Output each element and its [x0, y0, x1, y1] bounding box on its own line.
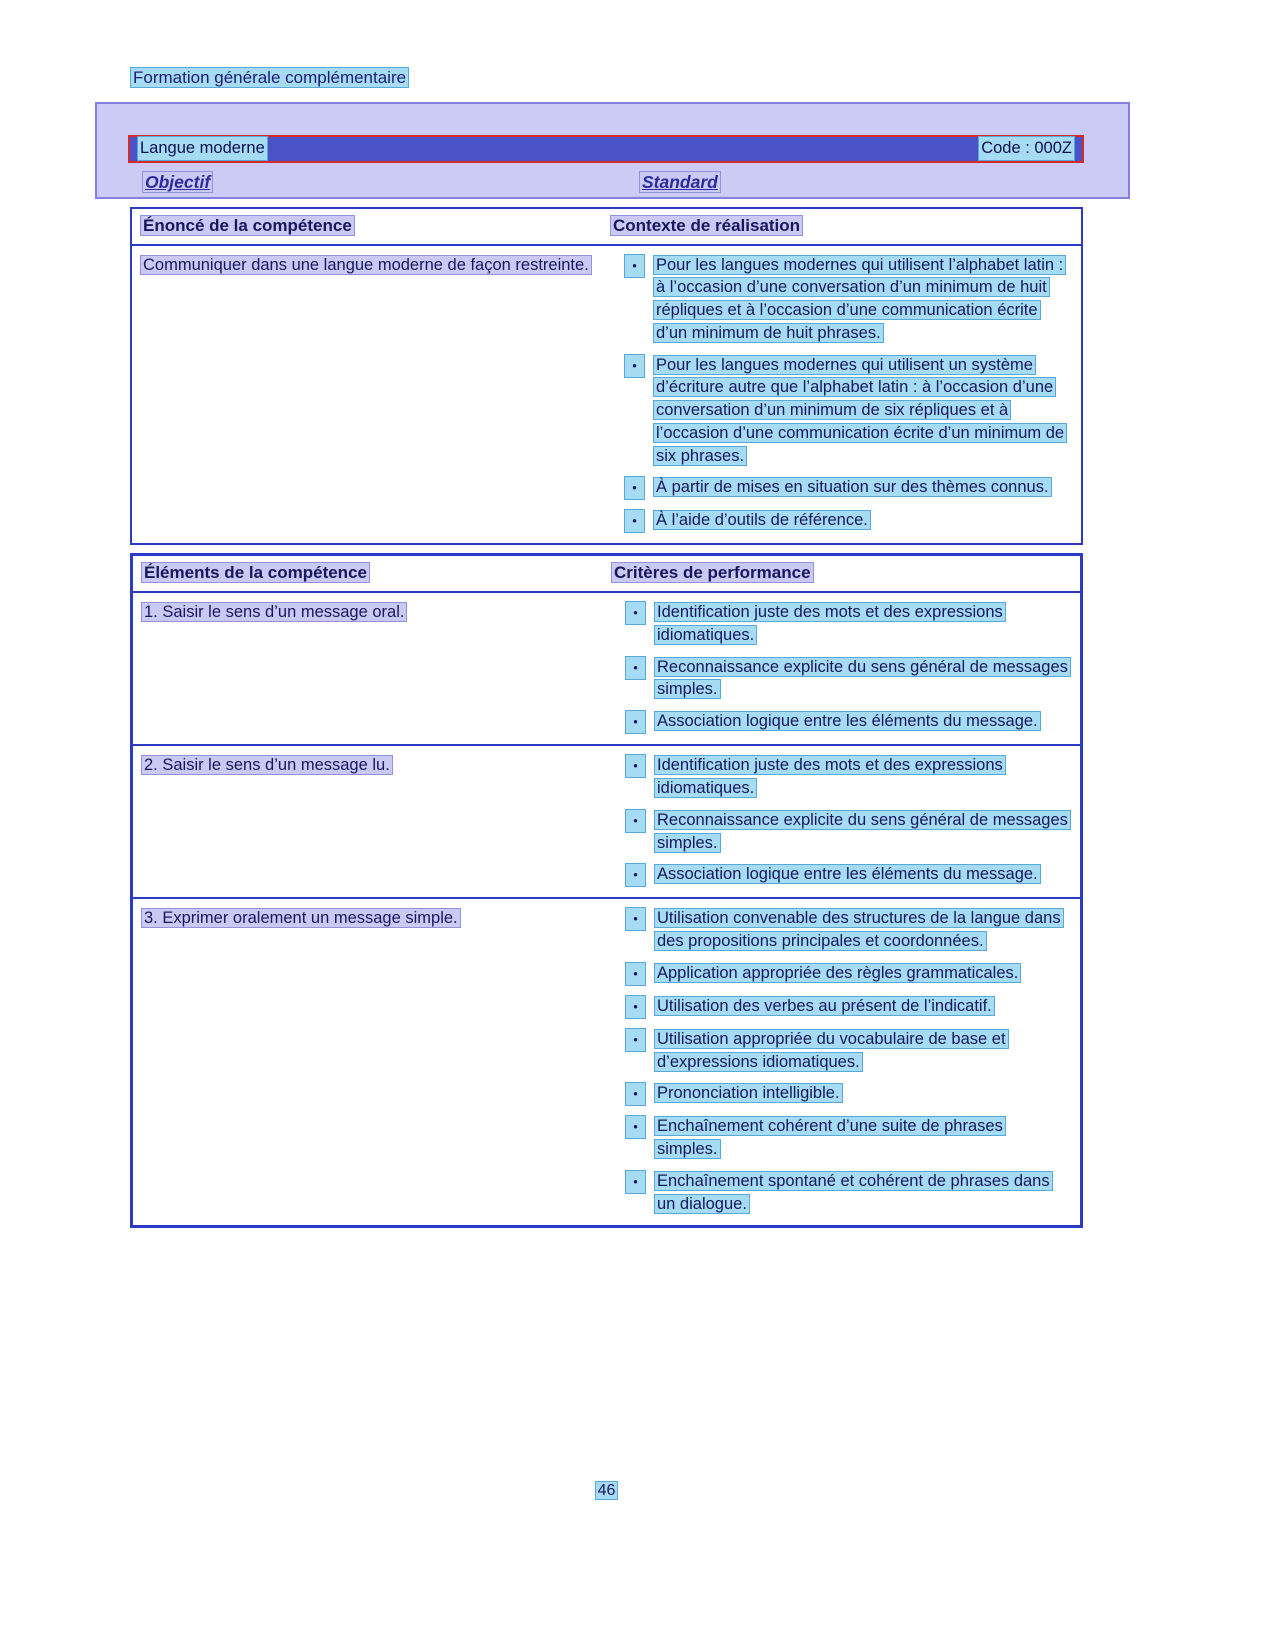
- criterion-item: Association logique entre les éléments du message.: [654, 711, 1041, 731]
- context-item: Pour les langues modernes qui utilisent l’alphabet latin : à l’occasion d’une conversation d’un minimum de huit répliques et à l’occasion d’une communication écrite d’un minimum de huit phrases.: [653, 255, 1066, 343]
- context-item: Pour les langues modernes qui utilisent un système d’écriture autre que l’alphabet latin : à l’occasion d’une conversation d’un minimum de six répliques et à l’occasion d’une communication écrite d’un minimum de six phrases.: [653, 355, 1067, 466]
- list-item: [611, 962, 1068, 986]
- criterion-wrap: [654, 754, 1068, 800]
- criterion-wrap: [654, 1028, 1068, 1074]
- criteria-list: [611, 593, 1080, 744]
- bullet-icon: •: [625, 1115, 646, 1139]
- bullet-icon: •: [625, 601, 646, 625]
- context-item: À l’aide d’outils de référence.: [653, 510, 871, 530]
- header-cell-elements: [133, 556, 611, 591]
- criterion-wrap: [654, 1115, 1068, 1161]
- context-item-wrap: [653, 354, 1069, 468]
- list-item: [611, 1115, 1068, 1161]
- course-title: Langue moderne: [137, 136, 268, 161]
- element-item: 3. Exprimer oralement un message simple.: [141, 908, 461, 928]
- header-cell-criteres: [611, 556, 1080, 591]
- list-item: [611, 1082, 1068, 1106]
- list-item: [611, 601, 1068, 647]
- criterion-wrap: [654, 962, 1068, 985]
- bullet-icon: •: [625, 995, 646, 1019]
- bullet-icon: •: [625, 962, 646, 986]
- list-item: [611, 995, 1068, 1019]
- element-cell: [133, 899, 611, 1225]
- running-header: Formation générale complémentaire: [130, 67, 409, 88]
- header-panel: [95, 102, 1130, 199]
- criterion-wrap: [654, 1170, 1068, 1216]
- context-item-wrap: [653, 476, 1069, 499]
- list-item: [610, 254, 1069, 345]
- context-item: À partir de mises en situation sur des thèmes connus.: [653, 477, 1052, 497]
- list-item: [611, 710, 1068, 734]
- context-list: [610, 246, 1081, 544]
- bullet-icon: •: [625, 1170, 646, 1194]
- criterion-item: Identification juste des mots et des expressions idiomatiques.: [654, 602, 1006, 645]
- bullet-icon: •: [625, 863, 646, 887]
- elements-table-header: [133, 556, 1080, 593]
- criterion-wrap: [654, 601, 1068, 647]
- competency-statement: Communiquer dans une langue moderne de façon restreinte.: [140, 255, 592, 275]
- enonce-header-label: Énoncé de la compétence: [140, 215, 355, 236]
- competency-statement-cell: [132, 246, 610, 544]
- criterion-item: Utilisation des verbes au présent de l’indicatif.: [654, 996, 995, 1016]
- elements-table: [130, 553, 1083, 1228]
- criterion-item: Prononciation intelligible.: [654, 1083, 843, 1103]
- list-item: [610, 509, 1069, 533]
- running-header-row: [130, 0, 1275, 90]
- criterion-item: Association logique entre les éléments du message.: [654, 864, 1041, 884]
- elements-header-label: Éléments de la compétence: [141, 562, 370, 583]
- course-code: Code : 000Z: [978, 136, 1075, 161]
- criterion-wrap: [654, 1082, 1068, 1105]
- list-item: [610, 476, 1069, 500]
- criteria-list: [611, 746, 1080, 897]
- criterion-wrap: [654, 995, 1068, 1018]
- criterion-wrap: [654, 710, 1068, 733]
- list-item: [611, 863, 1068, 887]
- contexte-header-label: Contexte de réalisation: [610, 215, 803, 236]
- criterion-item: Utilisation appropriée du vocabulaire de base et d’expressions idiomatiques.: [654, 1029, 1009, 1072]
- criterion-item: Utilisation convenable des structures de la langue dans des propositions principales et coordonnées.: [654, 908, 1064, 951]
- page-footer: [130, 1480, 1083, 1502]
- list-item: [611, 1028, 1068, 1074]
- list-item: [610, 354, 1069, 468]
- list-item: [611, 809, 1068, 855]
- bullet-icon: •: [625, 907, 646, 931]
- bullet-icon: •: [625, 1082, 646, 1106]
- competency-table-header: [132, 209, 1081, 246]
- bullet-icon: •: [625, 809, 646, 833]
- criterion-wrap: [654, 809, 1068, 855]
- criterion-item: Identification juste des mots et des expressions idiomatiques.: [654, 755, 1006, 798]
- criterion-wrap: [654, 863, 1068, 886]
- standard-label: Standard: [639, 171, 721, 193]
- competency-table: [130, 207, 1083, 546]
- element-row: [133, 593, 1080, 744]
- bullet-icon: •: [624, 476, 645, 500]
- list-item: [611, 754, 1068, 800]
- bullet-icon: •: [625, 754, 646, 778]
- element-cell: [133, 746, 611, 897]
- bullet-icon: •: [625, 1028, 646, 1052]
- list-item: [611, 907, 1068, 953]
- criterion-item: Application appropriée des règles grammaticales.: [654, 963, 1021, 983]
- bullet-icon: •: [625, 710, 646, 734]
- criterion-item: Reconnaissance explicite du sens général de messages simples.: [654, 657, 1071, 700]
- page-number: 46: [595, 1481, 619, 1500]
- criterion-wrap: [654, 656, 1068, 702]
- header-cell-enonce: [132, 209, 610, 244]
- element-item: 2. Saisir le sens d’un message lu.: [141, 755, 393, 775]
- objective-label: Objectif: [142, 171, 213, 193]
- criterion-wrap: [654, 907, 1068, 953]
- standard-label-wrap: [639, 170, 721, 195]
- element-row: [133, 897, 1080, 1225]
- list-item: [611, 656, 1068, 702]
- element-cell: [133, 593, 611, 744]
- header-cell-contexte: [610, 209, 1081, 244]
- bullet-icon: •: [624, 354, 645, 378]
- list-item: [611, 1170, 1068, 1216]
- criteria-list: [611, 899, 1080, 1225]
- criteres-header-label: Critères de performance: [611, 562, 814, 583]
- title-bar: [128, 135, 1084, 163]
- bullet-icon: •: [624, 254, 645, 278]
- criterion-item: Reconnaissance explicite du sens général de messages simples.: [654, 810, 1071, 853]
- competency-row: [132, 246, 1081, 544]
- context-item-wrap: [653, 254, 1069, 345]
- section-labels-row: [142, 170, 1128, 194]
- context-item-wrap: [653, 509, 1069, 532]
- criterion-item: Enchaînement spontané et cohérent de phrases dans un dialogue.: [654, 1171, 1053, 1214]
- element-item: 1. Saisir le sens d’un message oral.: [141, 602, 407, 622]
- bullet-icon: •: [625, 656, 646, 680]
- criterion-item: Enchaînement cohérent d’une suite de phrases simples.: [654, 1116, 1006, 1159]
- bullet-icon: •: [624, 509, 645, 533]
- element-row: [133, 744, 1080, 897]
